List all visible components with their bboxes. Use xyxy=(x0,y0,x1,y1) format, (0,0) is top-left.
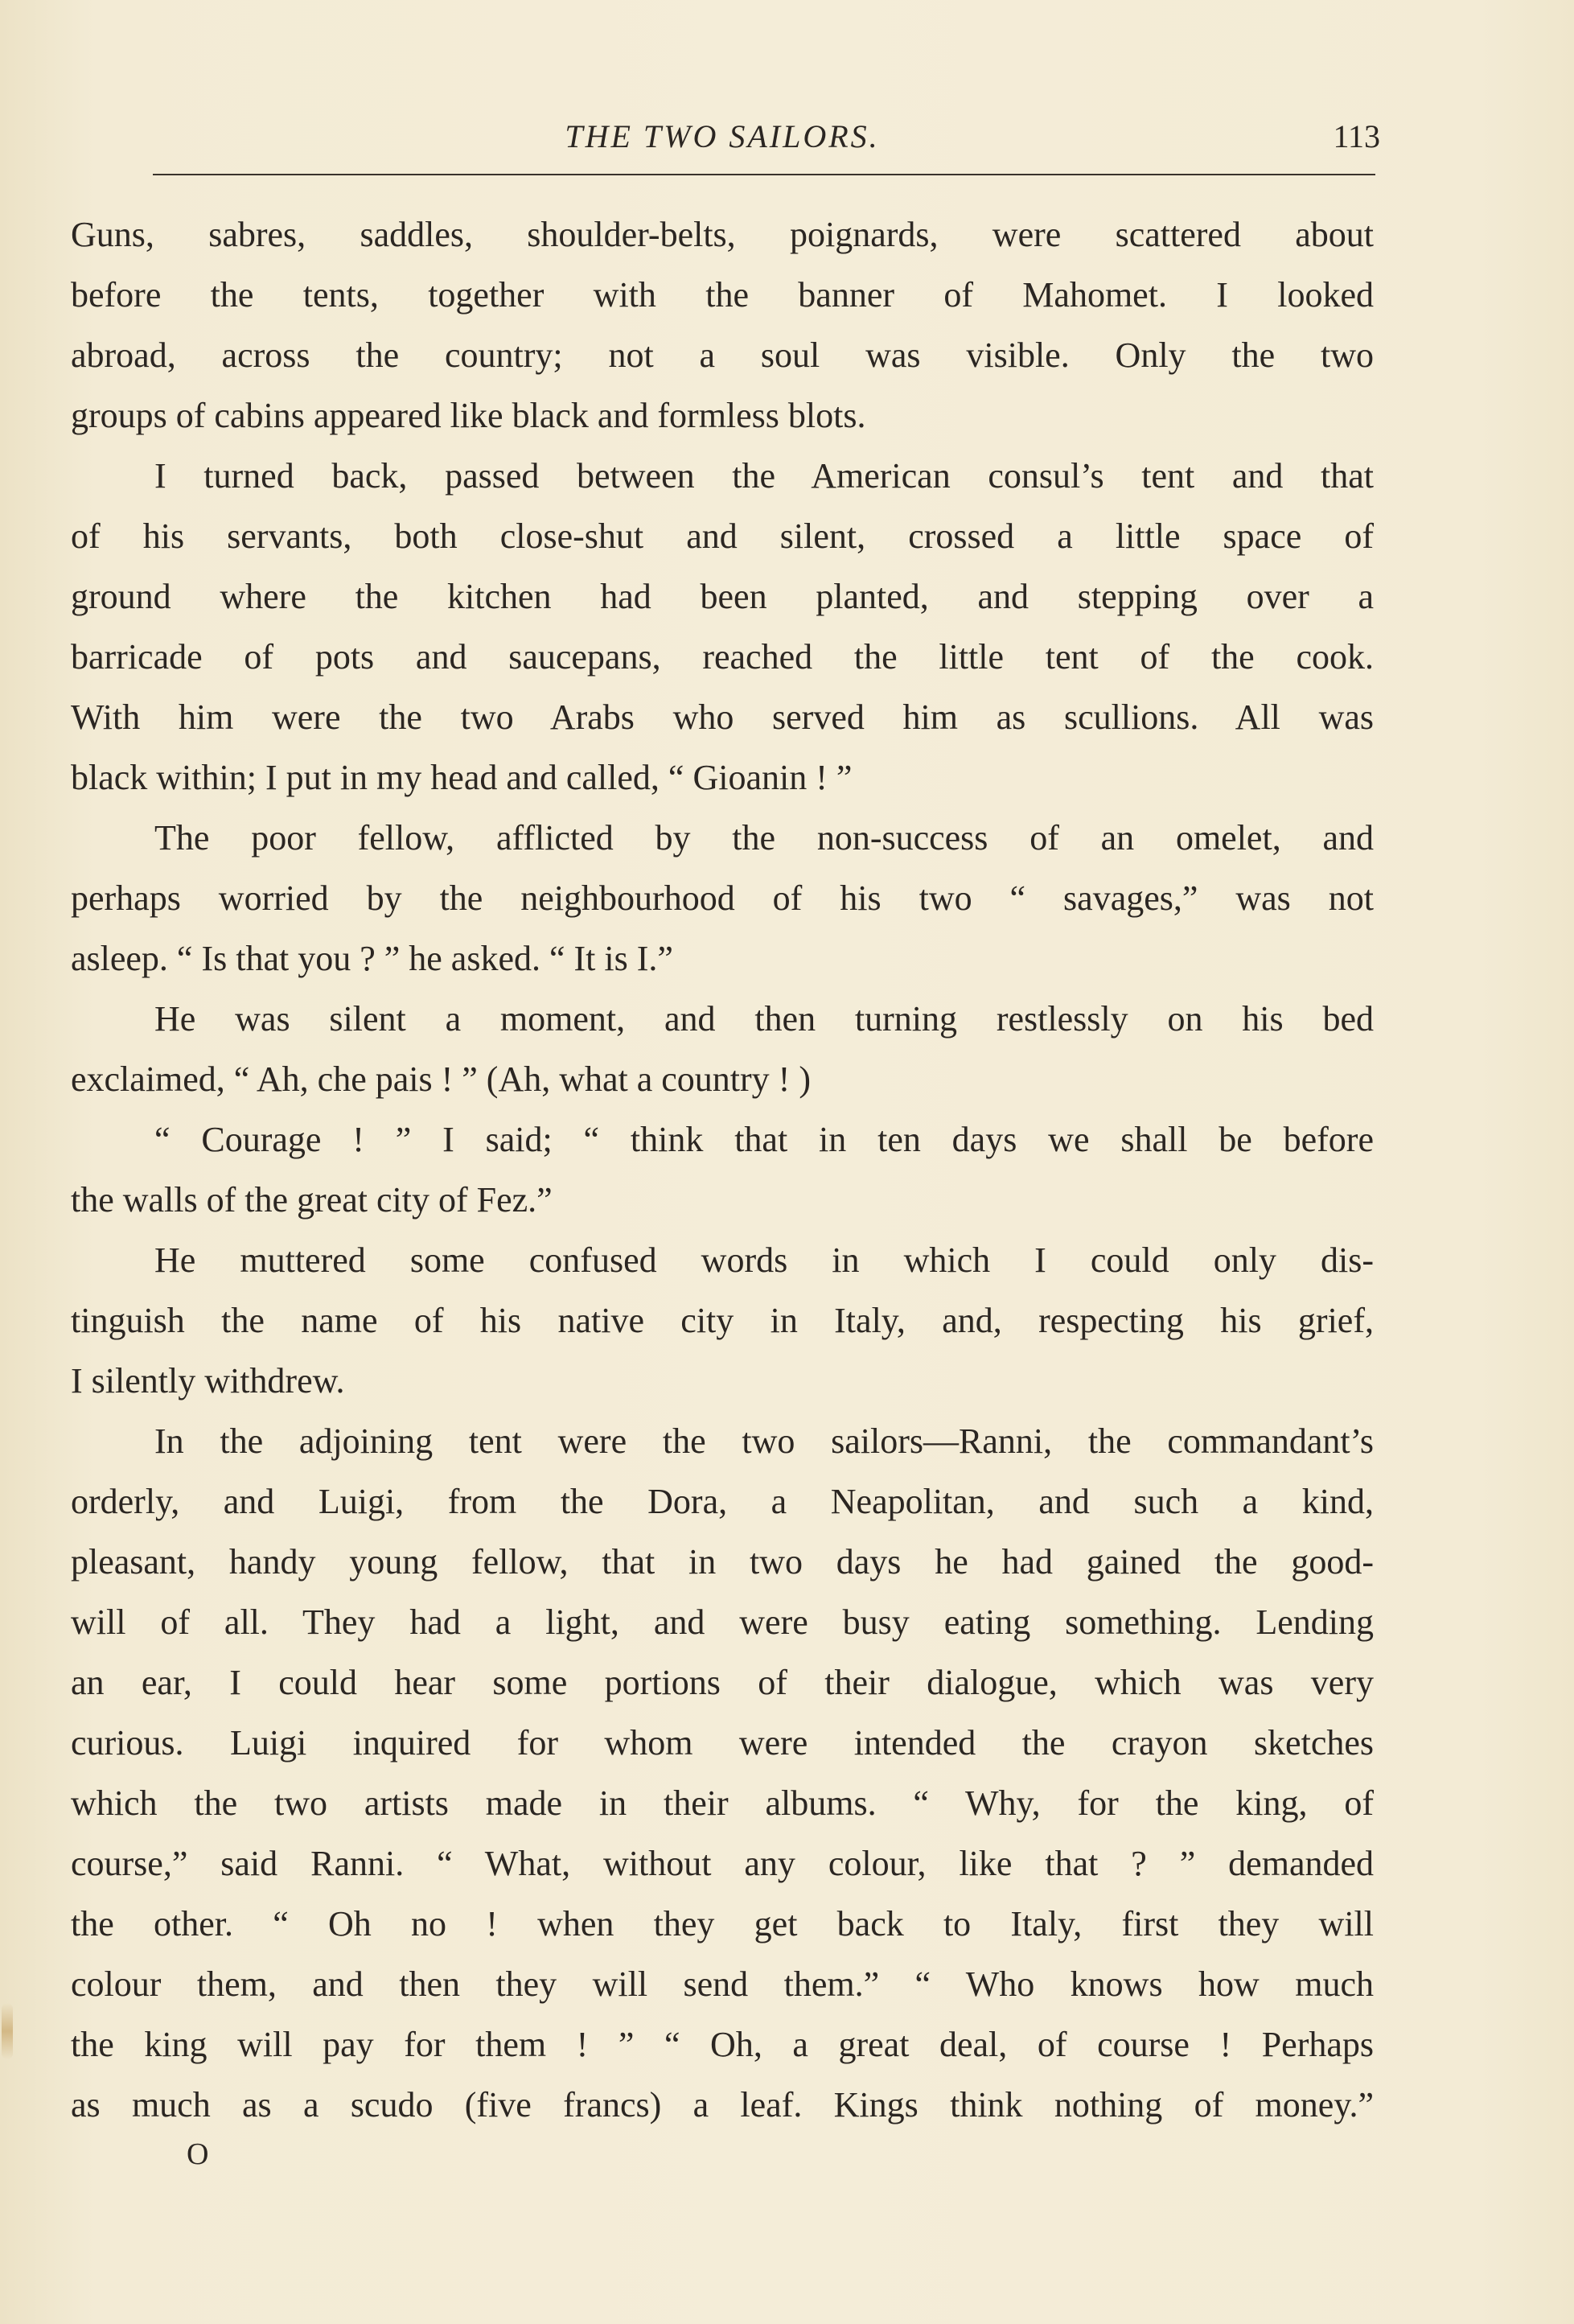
page-number: 113 xyxy=(1333,118,1380,154)
text-line: of his servants, both close-shut and silent, crossed a little space of xyxy=(71,516,1374,556)
text-line: black within; I put in my head and called, “ Gioanin ! ” xyxy=(71,758,853,797)
page-edge-stain xyxy=(2,2003,13,2059)
text-line: pleasant, handy young fellow, that in two days he had gained the good- xyxy=(71,1542,1374,1582)
text-line: asleep. “ Is that you ? ” he asked. “ It is I.” xyxy=(71,939,673,978)
text-line: an ear, I could hear some portions of their dialogue, which was very xyxy=(71,1663,1374,1702)
text-line: barricade of pots and saucepans, reached the little tent of the cook. xyxy=(71,637,1374,677)
text-line: ground where the kitchen had been planted, and stepping over a xyxy=(71,577,1374,616)
text-line: I turned back, passed between the American consul’s tent and that xyxy=(154,456,1374,496)
running-title: THE TWO SAILORS. xyxy=(565,118,880,154)
text-line: the king will pay for them ! ” “ Oh, a great deal, of course ! Perhaps xyxy=(71,2025,1374,2064)
text-line: which the two artists made in their albums. “ Why, for the king, of xyxy=(71,1783,1374,1823)
text-line: tinguish the name of his native city in Italy, and, respecting his grief, xyxy=(71,1301,1374,1340)
text-line: “ Courage ! ” I said; “ think that in ten days we shall be before xyxy=(154,1120,1374,1159)
text-line: With him were the two Arabs who served him as scullions. All was xyxy=(71,697,1374,737)
text-line: He was silent a moment, and then turning restlessly on his bed xyxy=(154,999,1374,1039)
text-line: I silently withdrew. xyxy=(71,1361,345,1401)
page-header xyxy=(71,113,1380,161)
text-line: perhaps worried by the neighbourhood of his two “ savages,” was not xyxy=(71,878,1374,918)
text-line: exclaimed, “ Ah, che pais ! ” (Ah, what a country ! ) xyxy=(71,1059,811,1099)
text-line: orderly, and Luigi, from the Dora, a Neapolitan, and such a kind, xyxy=(71,1482,1374,1521)
text-line: groups of cabins appeared like black and formless blots. xyxy=(71,396,866,435)
text-line: In the adjoining tent were the two sailors—Ranni, the commandant’s xyxy=(154,1421,1374,1461)
body-text xyxy=(71,204,1374,2135)
text-line: colour them, and then they will send them.” “ Who knows how much xyxy=(71,1964,1374,2004)
text-line: He muttered some confused words in which I could only dis- xyxy=(154,1240,1374,1280)
text-line: Guns, sabres, saddles, shoulder-belts, poignards, were scattered about xyxy=(71,215,1374,254)
text-line: the other. “ Oh no ! when they get back to Italy, first they will xyxy=(71,1904,1374,1944)
text-line: abroad, across the country; not a soul was visible. Only the two xyxy=(71,335,1374,375)
text-line: The poor fellow, afflicted by the non-success of an omelet, and xyxy=(154,818,1374,858)
text-line: the walls of the great city of Fez.” xyxy=(71,1180,553,1220)
text-line: as much as a scudo (five francs) a leaf. Kings think nothing of money.” xyxy=(71,2085,1374,2125)
text-line: will of all. They had a light, and were busy eating something. Lending xyxy=(71,1602,1374,1642)
text-line: course,” said Ranni. “ What, without any colour, like that ? ” demanded xyxy=(71,1844,1374,1883)
header-rule xyxy=(153,174,1375,175)
text-line: before the tents, together with the banner of Mahomet. I looked xyxy=(71,275,1374,315)
text-line: curious. Luigi inquired for whom were intended the crayon sketches xyxy=(71,1723,1374,1763)
signature-mark: O xyxy=(187,2137,209,2171)
